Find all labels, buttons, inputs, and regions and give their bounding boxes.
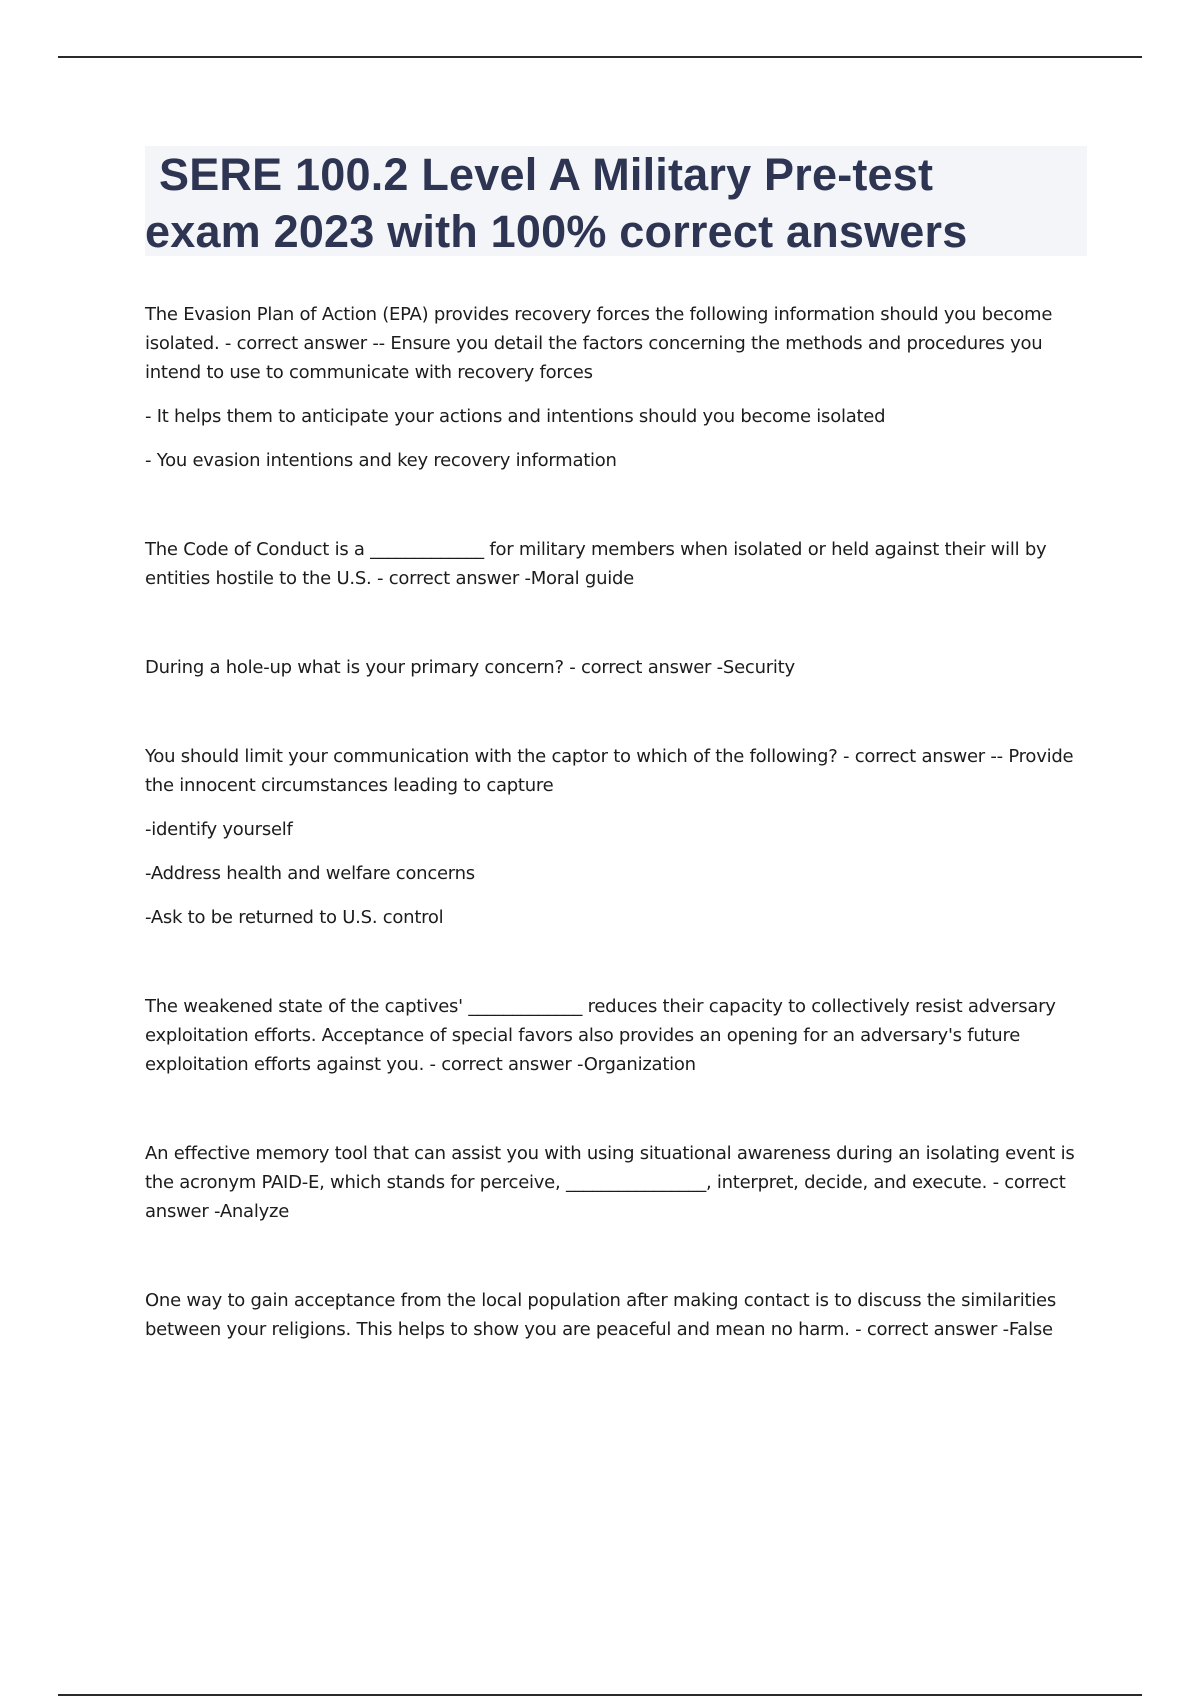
answer-detail: -Address health and welfare concerns — [145, 863, 475, 884]
qa-item — [145, 742, 1090, 932]
bottom-rule — [58, 1694, 1142, 1696]
qa-item — [145, 300, 1090, 475]
answer-detail: -Ask to be returned to U.S. control — [145, 907, 444, 928]
document-title — [145, 146, 1087, 260]
qa-item — [145, 535, 1090, 593]
title-line-1: SERE 100.2 Level A Military Pre-test — [159, 149, 934, 200]
question-answer: The Evasion Plan of Action (EPA) provides recovery forces the following information should you become isolated. - correct answer -- Ensure you detail the factors concerning the methods and procedures you intend to use to communicate with recovery forces — [145, 304, 1053, 383]
qa-list — [145, 300, 1090, 1344]
question-answer: An effective memory tool that can assist you with using situational awareness during an isolating event is the acronym PAID-E, which stands for perceive, ________________, interpret, decide, and execute. - correct answer -Analyze — [145, 1143, 1075, 1222]
question-answer: The Code of Conduct is a _____________ for military members when isolated or held against their will by entities hostile to the U.S. - correct answer -Moral guide — [145, 539, 1047, 589]
qa-item — [145, 1286, 1090, 1344]
answer-detail: - You evasion intentions and key recovery information — [145, 450, 617, 471]
answer-detail: - It helps them to anticipate your actions and intentions should you become isolated — [145, 406, 886, 427]
title-block — [145, 146, 1087, 256]
answer-detail: -identify yourself — [145, 819, 293, 840]
top-rule — [58, 56, 1142, 58]
question-answer: During a hole-up what is your primary concern? - correct answer -Security — [145, 657, 795, 678]
question-answer: The weakened state of the captives' _____________ reduces their capacity to collectively resist adversary exploitation efforts. Acceptance of special favors also provides an opening for an adversary's future exploitation efforts against you. - correct answer -Organization — [145, 996, 1056, 1075]
qa-item — [145, 992, 1090, 1079]
qa-item — [145, 653, 1090, 682]
title-line-2: exam 2023 with 100% correct answers — [145, 206, 968, 257]
question-answer: You should limit your communication with the captor to which of the following? - correct answer -- Provide the innocent circumstances leading to capture — [145, 746, 1074, 796]
question-answer: One way to gain acceptance from the local population after making contact is to discuss the similarities between your religions. This helps to show you are peaceful and mean no harm. - correct answer -False — [145, 1290, 1056, 1340]
qa-item — [145, 1139, 1090, 1226]
